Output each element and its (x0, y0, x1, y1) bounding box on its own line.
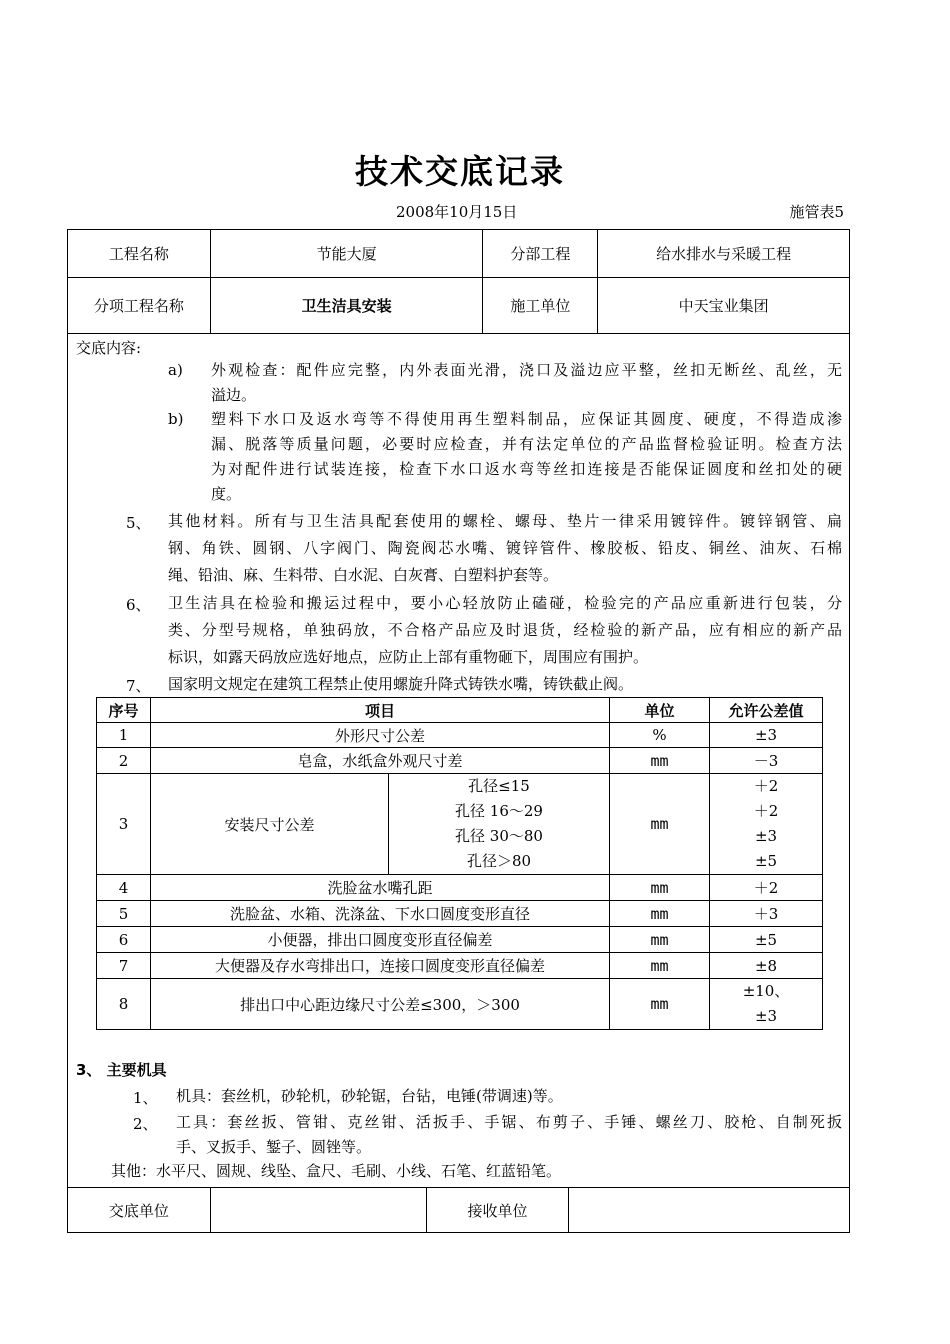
tol-value: ±3 (754, 1007, 778, 1025)
item-a-line: 溢边。 (211, 386, 257, 404)
row-no: 4 (97, 875, 151, 901)
row-item: 安装尺寸公差 (151, 774, 389, 875)
row-no: 5 (97, 901, 151, 927)
contractor-label: 施工单位 (483, 278, 598, 334)
item-b-marker: b) (168, 410, 184, 428)
row-tol (710, 979, 823, 1030)
col-header-tol: 允许公差值 (710, 698, 823, 723)
row-unit: mm (610, 979, 710, 1030)
division-label: 分部工程 (483, 230, 598, 278)
tol-value: ±5 (754, 852, 778, 870)
section-heading: 3、 主要机具 (76, 1061, 167, 1079)
row-unit: mm (610, 748, 710, 774)
subitem: 孔径＞80 (466, 852, 532, 870)
subitem: 孔径 16～29 (455, 802, 543, 820)
item-5-marker: 5、 (126, 514, 151, 532)
row-unit: mm (610, 953, 710, 979)
item-a-line: 外观检查：配件应完整，内外表面光滑，浇口及溢边应平整，丝扣无断丝、乱丝，无 (211, 361, 842, 379)
row-no: 7 (97, 953, 151, 979)
item-7-marker: 7、 (126, 677, 151, 695)
item-6-marker: 6、 (126, 596, 151, 614)
item-b-line: 度。 (211, 485, 242, 503)
row-item: 外形尺寸公差 (151, 723, 610, 748)
item-7-line: 国家明文规定在建筑工程禁止使用螺旋升降式铸铁水嘴，铸铁截止阀。 (168, 675, 634, 693)
division-value: 给水排水与采暖工程 (598, 230, 850, 278)
table-row (97, 774, 823, 875)
record-date: 2008年10月15日 (396, 203, 518, 221)
subitem-label: 分项工程名称 (68, 278, 211, 334)
receiver-label: 接收单位 (426, 1188, 569, 1233)
item-5-line: 钢、角铁、圆钢、八字阀门、陶瓷阀芯水嘴、镀锌管件、橡胶板、铅皮、铜丝、油灰、石棉 (168, 539, 842, 557)
tol-value: ＋2 (753, 777, 779, 795)
item-6-line: 卫生洁具在检验和搬运过程中，要小心轻放防止磕碰，检验完的产品应重新进行包装，分 (168, 594, 842, 612)
table-row (97, 748, 823, 774)
item-5-line: 其他材料。所有与卫生洁具配套使用的螺栓、螺母、垫片一律采用镀锌件。镀锌钢管、扁 (168, 512, 842, 530)
row-tol: ±8 (710, 953, 823, 979)
row-subitems (389, 774, 610, 875)
row-tol: ＋3 (710, 901, 823, 927)
issuer-label: 交底单位 (68, 1188, 211, 1233)
row-item: 排出口中心距边缘尺寸公差≤300，＞300 (151, 979, 610, 1030)
machine-1-line: 机具：套丝机，砂轮机，砂轮锯，台钻，电锤(带调速)等。 (176, 1087, 563, 1105)
row-tol: －3 (710, 748, 823, 774)
col-header-no: 序号 (97, 698, 151, 723)
machine-1-marker: 1、 (133, 1089, 158, 1107)
table-row (97, 927, 823, 953)
issuer-field[interactable] (210, 1188, 426, 1233)
form-number: 施管表5 (789, 203, 844, 221)
table-row (97, 723, 823, 748)
row-unit: % (610, 723, 710, 748)
item-5-line: 绳、铅油、麻、生料带、白水泥、白灰膏、白塑料护套等。 (168, 566, 559, 584)
row-no: 8 (97, 979, 151, 1030)
table-row (97, 953, 823, 979)
row-unit: mm (610, 927, 710, 953)
tools-2-marker: 2、 (133, 1115, 158, 1133)
other-tools-line: 其他：水平尺、圆规、线坠、盒尺、毛刷、小线、石笔、红蓝铅笔。 (111, 1162, 562, 1180)
row-tol: ±3 (710, 723, 823, 748)
subitem: 孔径 30～80 (455, 827, 543, 845)
tools-2-line: 工具：套丝扳、管钳、克丝钳、活扳手、手锯、布剪子、手锤、螺丝刀、胶枪、自制死扳 (176, 1113, 842, 1131)
row-no: 6 (97, 927, 151, 953)
col-header-item: 项目 (151, 698, 610, 723)
col-header-unit: 单位 (610, 698, 710, 723)
row-item: 大便器及存水弯排出口，连接口圆度变形直径偏差 (151, 953, 610, 979)
item-6-line: 类、分型号规格，单独码放，不合格产品应及时退货，经检验的新产品，应有相应的新产品 (168, 621, 842, 639)
table-row (97, 901, 823, 927)
row-no: 1 (97, 723, 151, 748)
item-6-line: 标识，如露天码放应选好地点，应防止上部有重物砸下，周围应有围护。 (168, 648, 649, 666)
row-tol: ＋2 (710, 875, 823, 901)
tol-value: ±3 (754, 827, 778, 845)
subitem-value: 卫生洁具安装 (210, 278, 483, 334)
row-no: 3 (97, 774, 151, 875)
row-unit: mm (610, 901, 710, 927)
row-item: 皂盒，水纸盒外观尺寸差 (151, 748, 610, 774)
item-b-line: 为对配件进行试装连接，检查下水口返水弯等丝扣连接是否能保证圆度和丝扣处的硬 (211, 460, 842, 478)
project-name-value: 节能大厦 (210, 230, 483, 278)
row-unit: mm (610, 875, 710, 901)
row-tol (710, 774, 823, 875)
row-unit: mm (610, 774, 710, 875)
table-row (97, 979, 823, 1030)
item-b-line: 塑料下水口及返水弯等不得使用再生塑料制品，应保证其圆度、硬度，不得造成渗 (211, 410, 842, 428)
tol-value: ＋2 (753, 802, 779, 820)
row-item: 小便器，排出口圆度变形直径偏差 (151, 927, 610, 953)
row-no: 2 (97, 748, 151, 774)
subitem: 孔径≤15 (468, 777, 530, 795)
tools-2-line: 手、叉扳手、錾子、圆锉等。 (176, 1138, 372, 1156)
contractor-value: 中天宝业集团 (598, 278, 850, 334)
page-title: 技术交底记录 (355, 152, 565, 191)
table-header-row (97, 698, 823, 723)
header-table (67, 229, 850, 334)
signoff-table (67, 1187, 850, 1233)
content-label: 交底内容: (76, 339, 142, 357)
item-b-line: 漏、脱落等质量问题，必要时应检查，并有法定单位的产品监督检验证明。检查方法 (211, 435, 842, 453)
row-tol: ±5 (710, 927, 823, 953)
row-item: 洗脸盆水嘴孔距 (151, 875, 610, 901)
tol-value: ±10、 (742, 982, 790, 1000)
table-row (97, 875, 823, 901)
row-item: 洗脸盆、水箱、洗涤盆、下水口圆度变形直径 (151, 901, 610, 927)
receiver-field[interactable] (569, 1188, 850, 1233)
item-a-marker: a) (168, 361, 183, 379)
tolerance-table (96, 697, 823, 1030)
project-name-label: 工程名称 (68, 230, 211, 278)
